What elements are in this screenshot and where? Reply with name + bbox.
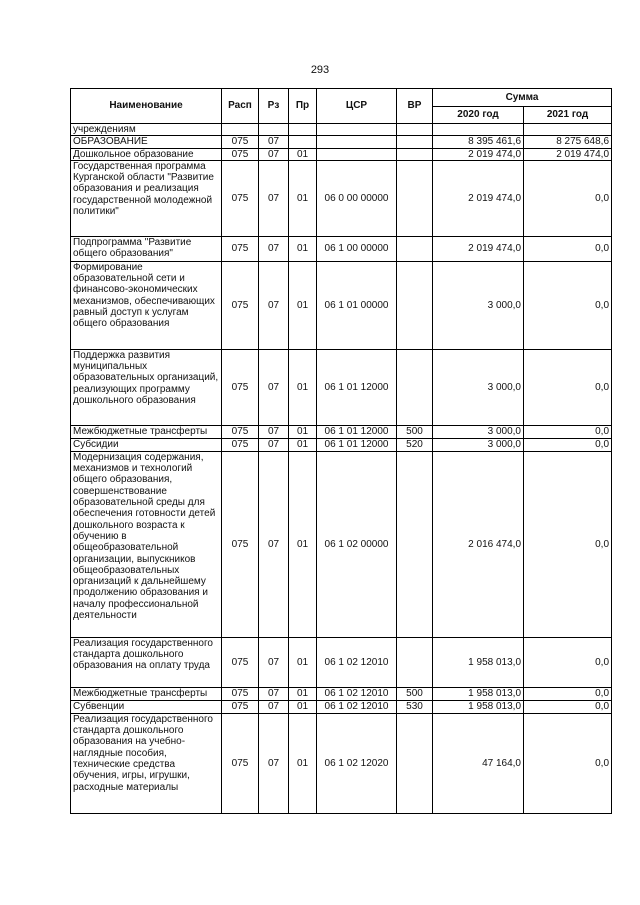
row-rz: 07 bbox=[259, 438, 289, 451]
row-rz: 07 bbox=[259, 349, 289, 425]
row-sum-2021: 0,0 bbox=[524, 713, 612, 813]
row-rz: 07 bbox=[259, 236, 289, 261]
row-sum-2021: 0,0 bbox=[524, 261, 612, 349]
row-vr bbox=[397, 713, 433, 813]
row-vr bbox=[397, 136, 433, 148]
row-rasp: 075 bbox=[222, 136, 259, 148]
row-name: Субсидии bbox=[71, 438, 222, 451]
row-rasp bbox=[222, 124, 259, 136]
header-name: Наименование bbox=[71, 89, 222, 124]
row-sum-2021: 0,0 bbox=[524, 349, 612, 425]
row-sum-2020 bbox=[433, 124, 524, 136]
row-rasp: 075 bbox=[222, 261, 259, 349]
table-row bbox=[71, 236, 612, 261]
row-pr: 01 bbox=[289, 438, 317, 451]
row-csr: 06 1 00 00000 bbox=[317, 236, 397, 261]
row-csr bbox=[317, 136, 397, 148]
row-vr bbox=[397, 124, 433, 136]
row-pr bbox=[289, 136, 317, 148]
row-vr bbox=[397, 261, 433, 349]
header-csr: ЦСР bbox=[317, 89, 397, 124]
row-csr: 06 1 01 12000 bbox=[317, 438, 397, 451]
row-rz: 07 bbox=[259, 451, 289, 637]
table-row bbox=[71, 700, 612, 713]
table-row bbox=[71, 261, 612, 349]
row-vr: 500 bbox=[397, 425, 433, 438]
row-sum-2020: 2 019 474,0 bbox=[433, 148, 524, 160]
row-vr: 520 bbox=[397, 438, 433, 451]
row-csr: 06 1 02 12010 bbox=[317, 687, 397, 700]
table-row bbox=[71, 148, 612, 160]
header-rz: Рз bbox=[259, 89, 289, 124]
row-sum-2020: 2 016 474,0 bbox=[433, 451, 524, 637]
table-row bbox=[71, 687, 612, 700]
row-name: Модернизация содержания, механизмов и технологий общего образования, совершенствование образовательной среды для обеспечения готовности детей дошкольного возраста к обучению в общеобразовательной организации, выпускников общеобразовательных организаций к дальнейшему продолжению образования и началу профессиональной деятельности bbox=[71, 451, 222, 637]
row-name: Подпрограмма "Развитие общего образования" bbox=[71, 236, 222, 261]
row-sum-2021: 0,0 bbox=[524, 438, 612, 451]
row-pr: 01 bbox=[289, 261, 317, 349]
row-vr: 530 bbox=[397, 700, 433, 713]
row-sum-2021: 8 275 648,6 bbox=[524, 136, 612, 148]
row-rz: 07 bbox=[259, 700, 289, 713]
row-rasp: 075 bbox=[222, 637, 259, 687]
row-name: Государственная программа Курганской области "Развитие образования и реализация государственной молодежной политики" bbox=[71, 160, 222, 236]
row-sum-2021: 2 019 474,0 bbox=[524, 148, 612, 160]
row-sum-2020: 1 958 013,0 bbox=[433, 637, 524, 687]
row-vr bbox=[397, 236, 433, 261]
table-row bbox=[71, 713, 612, 813]
row-name: Поддержка развития муниципальных образовательных организаций, реализующих программу дошкольного образования bbox=[71, 349, 222, 425]
row-pr: 01 bbox=[289, 160, 317, 236]
row-sum-2021: 0,0 bbox=[524, 687, 612, 700]
table-row bbox=[71, 451, 612, 637]
row-rasp: 075 bbox=[222, 425, 259, 438]
table-row bbox=[71, 637, 612, 687]
row-csr: 06 1 01 12000 bbox=[317, 425, 397, 438]
row-rz: 07 bbox=[259, 261, 289, 349]
row-rz bbox=[259, 124, 289, 136]
row-pr bbox=[289, 124, 317, 136]
row-sum-2020: 1 958 013,0 bbox=[433, 687, 524, 700]
table-row bbox=[71, 160, 612, 236]
row-vr bbox=[397, 160, 433, 236]
row-name: Дошкольное образование bbox=[71, 148, 222, 160]
row-csr: 06 0 00 00000 bbox=[317, 160, 397, 236]
table-row bbox=[71, 124, 612, 136]
row-sum-2020: 47 164,0 bbox=[433, 713, 524, 813]
row-csr: 06 1 02 00000 bbox=[317, 451, 397, 637]
row-name: ОБРАЗОВАНИЕ bbox=[71, 136, 222, 148]
row-rasp: 075 bbox=[222, 451, 259, 637]
row-rz: 07 bbox=[259, 637, 289, 687]
header-sum: Сумма bbox=[433, 89, 612, 107]
row-pr: 01 bbox=[289, 425, 317, 438]
row-csr bbox=[317, 124, 397, 136]
row-name: Субвенции bbox=[71, 700, 222, 713]
row-csr: 06 1 01 12000 bbox=[317, 349, 397, 425]
row-rasp: 075 bbox=[222, 438, 259, 451]
row-pr: 01 bbox=[289, 700, 317, 713]
header-year-2021: 2021 год bbox=[524, 106, 612, 124]
row-rasp: 075 bbox=[222, 713, 259, 813]
row-rasp: 075 bbox=[222, 349, 259, 425]
row-rz: 07 bbox=[259, 136, 289, 148]
row-csr: 06 1 02 12010 bbox=[317, 700, 397, 713]
row-name: Формирование образовательной сети и финансово-экономических механизмов, обеспечивающих равный доступ к услугам общего образования bbox=[71, 261, 222, 349]
row-name: Межбюджетные трансферты bbox=[71, 425, 222, 438]
row-sum-2021: 0,0 bbox=[524, 236, 612, 261]
row-csr: 06 1 01 00000 bbox=[317, 261, 397, 349]
row-rz: 07 bbox=[259, 687, 289, 700]
header-vr: ВР bbox=[397, 89, 433, 124]
row-name: Межбюджетные трансферты bbox=[71, 687, 222, 700]
row-sum-2021: 0,0 bbox=[524, 700, 612, 713]
row-rz: 07 bbox=[259, 713, 289, 813]
row-sum-2020: 3 000,0 bbox=[433, 261, 524, 349]
row-sum-2021: 0,0 bbox=[524, 160, 612, 236]
row-sum-2021: 0,0 bbox=[524, 451, 612, 637]
row-vr bbox=[397, 451, 433, 637]
row-name: Реализация государственного стандарта дошкольного образования на оплату труда bbox=[71, 637, 222, 687]
row-rz: 07 bbox=[259, 425, 289, 438]
row-sum-2020: 2 019 474,0 bbox=[433, 236, 524, 261]
row-name: учреждениям bbox=[71, 124, 222, 136]
row-vr bbox=[397, 637, 433, 687]
row-rasp: 075 bbox=[222, 700, 259, 713]
budget-table bbox=[70, 88, 612, 814]
page-number: 293 bbox=[310, 64, 330, 76]
table-row bbox=[71, 438, 612, 451]
table-row bbox=[71, 349, 612, 425]
row-sum-2020: 2 019 474,0 bbox=[433, 160, 524, 236]
row-rasp: 075 bbox=[222, 236, 259, 261]
header-pr: Пр bbox=[289, 89, 317, 124]
row-rz: 07 bbox=[259, 148, 289, 160]
row-pr: 01 bbox=[289, 349, 317, 425]
row-pr: 01 bbox=[289, 148, 317, 160]
row-pr: 01 bbox=[289, 687, 317, 700]
header-year-2020: 2020 год bbox=[433, 106, 524, 124]
row-csr: 06 1 02 12020 bbox=[317, 713, 397, 813]
row-sum-2021: 0,0 bbox=[524, 637, 612, 687]
row-sum-2021 bbox=[524, 124, 612, 136]
row-rasp: 075 bbox=[222, 148, 259, 160]
row-sum-2020: 3 000,0 bbox=[433, 349, 524, 425]
row-pr: 01 bbox=[289, 451, 317, 637]
row-csr: 06 1 02 12010 bbox=[317, 637, 397, 687]
row-name: Реализация государственного стандарта дошкольного образования на учебно-наглядные пособия, технические средства обучения, игры, игрушки, расходные материалы bbox=[71, 713, 222, 813]
row-sum-2020: 3 000,0 bbox=[433, 425, 524, 438]
row-pr: 01 bbox=[289, 236, 317, 261]
row-csr bbox=[317, 148, 397, 160]
row-rz: 07 bbox=[259, 160, 289, 236]
row-rasp: 075 bbox=[222, 687, 259, 700]
row-sum-2020: 8 395 461,6 bbox=[433, 136, 524, 148]
row-pr: 01 bbox=[289, 637, 317, 687]
row-rasp: 075 bbox=[222, 160, 259, 236]
table-row bbox=[71, 136, 612, 148]
table-row bbox=[71, 425, 612, 438]
row-sum-2021: 0,0 bbox=[524, 425, 612, 438]
row-vr bbox=[397, 148, 433, 160]
row-sum-2020: 3 000,0 bbox=[433, 438, 524, 451]
header-rasp: Расп bbox=[222, 89, 259, 124]
row-vr bbox=[397, 349, 433, 425]
row-sum-2020: 1 958 013,0 bbox=[433, 700, 524, 713]
row-vr: 500 bbox=[397, 687, 433, 700]
row-pr: 01 bbox=[289, 713, 317, 813]
